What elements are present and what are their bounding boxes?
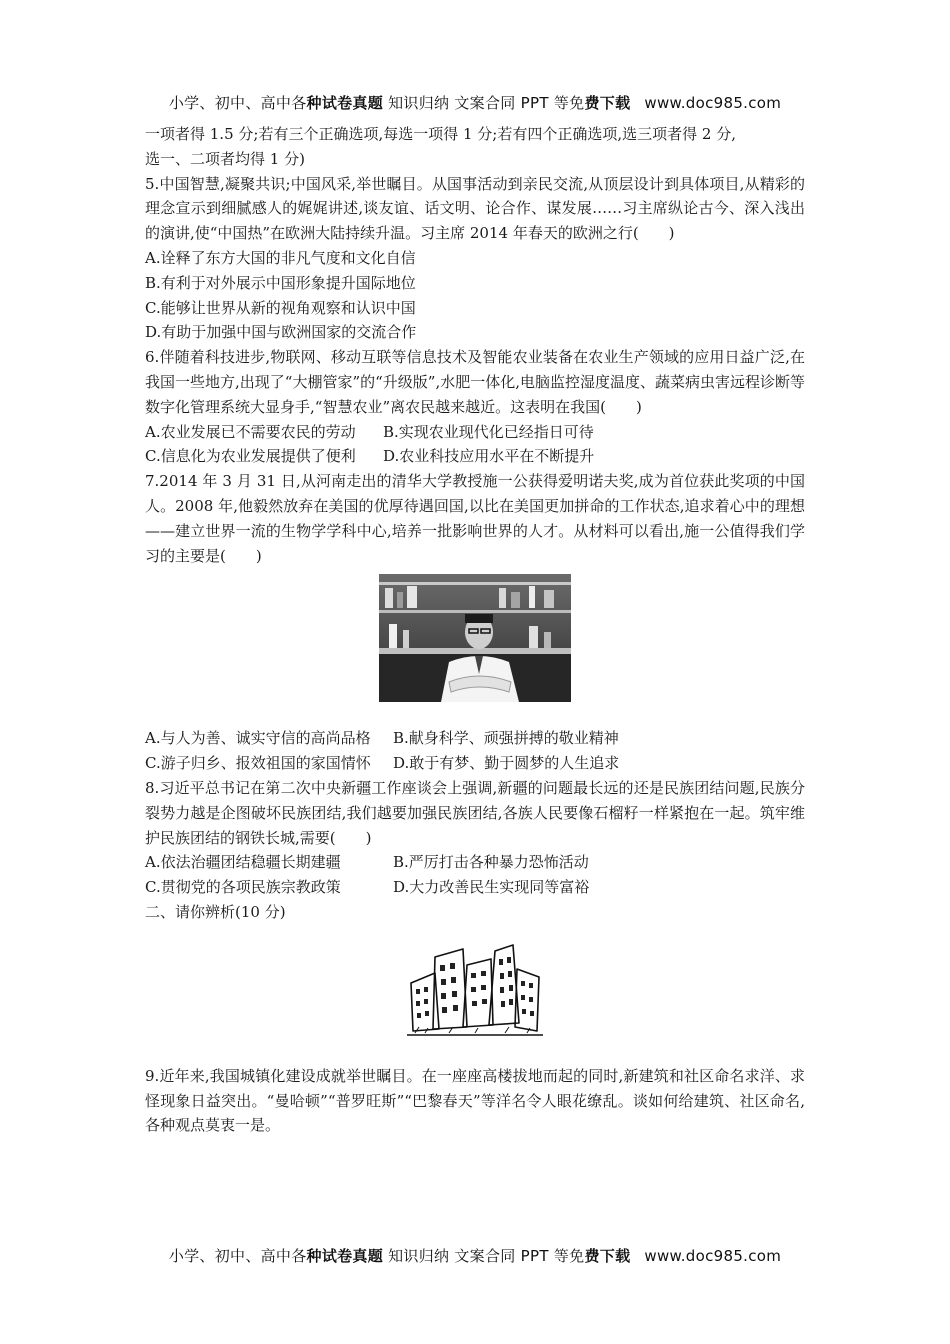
footer-url[interactable]: www.doc985.com	[644, 1247, 782, 1265]
option-a: A.依法治疆团结稳疆长期建疆	[145, 853, 341, 872]
option-c: C.游子归乡、报效祖国的家国情怀	[145, 754, 371, 773]
header-bold-text-2: 费下载	[584, 94, 631, 112]
section-2-heading: 二、请你辨析(10 分)	[145, 902, 286, 921]
footer-banner	[0, 1245, 950, 1266]
option-c: C.能够让世界从新的视角观察和认识中国	[145, 298, 416, 317]
question-stem: 7.2014 年 3 月 31 日,从河南走出的清华大学教授施一公获得爱明诺夫奖,成为首位获此奖项的中国人。2008 年,他毅然放弃在美国的优厚待遇回国,以比在美国更加拼命的工作状态,追求着心中的理想——建立世界一流的生物学学科中心,培养一批影响世界的人才。从材料可以看出,施一公值得我们学习的主要是( )	[145, 472, 805, 565]
option-a: A.诠释了东方大国的非凡气度和文化自信	[145, 248, 416, 267]
option-a: A.农业发展已不需要农民的劳动	[145, 422, 356, 441]
header-text: 小学、初中、高中各	[168, 94, 307, 112]
option-row	[145, 726, 805, 751]
page-content	[145, 122, 805, 1138]
question-stem: 5.中国智慧,凝聚共识;中国风采,举世瞩目。从国事活动到亲民交流,从顶层设计到具体项目,从精彩的理念宣示到细腻感人的娓娓讲述,谈友谊、话文明、论合作、谋发展……习主席纵论古今、深入浅出的演讲,使“中国热”在欧洲大陆持续升温。习主席 2014 年春天的欧洲之行( )	[145, 174, 805, 243]
header-text-mid: 知识归纳 文案合同 PPT 等免	[383, 94, 585, 112]
option-c: C.信息化为农业发展提供了便利	[145, 447, 356, 466]
question-7	[145, 469, 805, 776]
footer-text: 小学、初中、高中各	[168, 1247, 307, 1265]
option-b: B.有利于对外展示中国形象提升国际地位	[145, 273, 416, 292]
option-row	[145, 420, 805, 445]
scientist-photo-image	[379, 574, 571, 702]
question-stem: 8.习近平总书记在第二次中央新疆工作座谈会上强调,新疆的问题最长远的还是民族团结问题,民族分裂势力越是企图破坏民族团结,我们越要加强民族团结,各族人民要像石榴籽一样紧抱在一起。筑牢维护民族团结的钢铁长城,需要( )	[145, 778, 805, 847]
option-d: D.大力改善民生实现同等富裕	[393, 878, 590, 897]
option-a: A.与人为善、诚实守信的高尚品格	[145, 729, 371, 748]
header-url[interactable]: www.doc985.com	[644, 94, 782, 112]
buildings-cartoon-image	[405, 943, 545, 1038]
intro-line-2: 选一、二项者均得 1 分)	[145, 149, 305, 168]
header-banner	[0, 92, 950, 113]
question-8	[145, 776, 805, 900]
option-row	[145, 875, 805, 900]
footer-bold-text-2: 费下载	[584, 1247, 631, 1265]
option-row	[145, 850, 805, 875]
option-row	[145, 751, 805, 776]
option-b: B.献身科学、顽强拼搏的敬业精神	[393, 729, 619, 748]
option-row	[145, 444, 805, 469]
header-bold-text: 种试卷真题	[306, 94, 384, 112]
question-stem: 6.伴随着科技进步,物联网、移动互联等信息技术及智能农业装备在农业生产领域的应用日益广泛,在我国一些地方,出现了“大棚管家”的“升级版”,水肥一体化,电脑监控湿度温度、蔬菜病虫害远程诊断等数字化管理系统大显身手,“智慧农业”离农民越来越近。这表明在我国( )	[145, 348, 805, 416]
footer-text-mid: 知识归纳 文案合同 PPT 等免	[383, 1247, 585, 1265]
option-b: B.实现农业现代化已经指日可待	[383, 422, 594, 441]
option-d: D.敢于有梦、勤于圆梦的人生追求	[393, 754, 620, 773]
question-5	[145, 172, 805, 346]
option-c: C.贯彻党的各项民族宗教政策	[145, 878, 341, 897]
option-d: D.农业科技应用水平在不断提升	[383, 447, 595, 466]
option-b: B.严厉打击各种暴力恐怖活动	[393, 853, 589, 872]
option-d: D.有助于加强中国与欧洲国家的交流合作	[145, 323, 417, 342]
scientist-photo	[145, 574, 805, 702]
footer-bold-text: 种试卷真题	[306, 1247, 384, 1265]
buildings-cartoon	[145, 943, 805, 1038]
question-6	[145, 345, 805, 469]
intro-line-1: 一项者得 1.5 分;若有三个正确选项,每选一项得 1 分;若有四个正确选项,选三项者得 2 分,	[145, 125, 736, 143]
question-9: 9.近年来,我国城镇化建设成就举世瞩目。在一座座高楼拔地而起的同时,新建筑和社区命名求洋、求怪现象日益突出。“曼哈顿”“普罗旺斯”“巴黎春天”等洋名令人眼花缭乱。谈如何给建筑、社区命名,各种观点莫衷一是。	[145, 1066, 805, 1135]
